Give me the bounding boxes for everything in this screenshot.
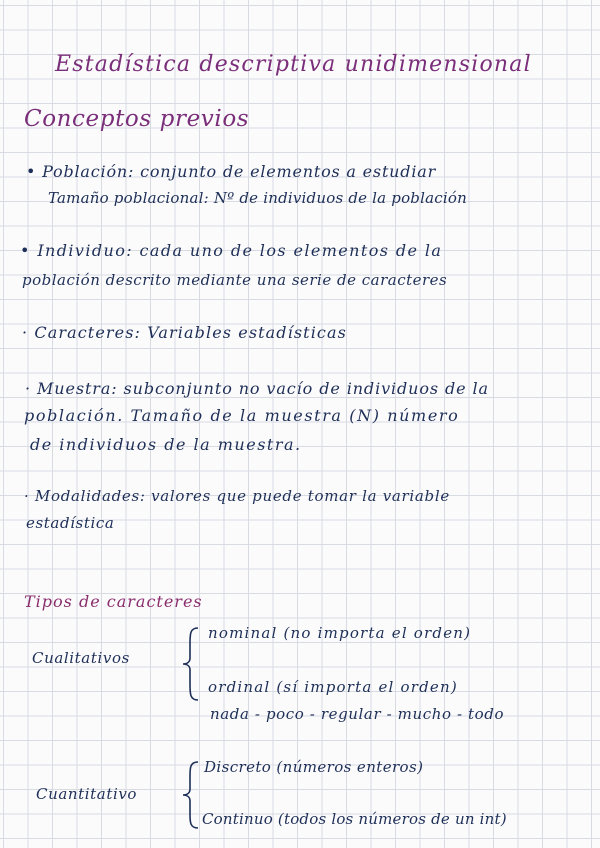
bullet-muestra-line2: población. Tamaño de la muestra (N) número: [24, 406, 460, 425]
tipos-heading: Tipos de caracteres: [24, 592, 203, 611]
cuantitativo-brace: [180, 758, 204, 832]
section-heading-conceptos: Conceptos previos: [24, 106, 250, 132]
page-title: Estadística descriptiva unidimensional: [55, 52, 532, 77]
bullet-modalidades-line1: · Modalidades: valores que puede tomar la variable: [24, 487, 450, 505]
cuantitativo-label: Cuantitativo: [36, 785, 138, 803]
nominal-text: nominal (no importa el orden): [208, 624, 472, 642]
bullet-caracteres-line1: · Caracteres: Variables estadísticas: [22, 323, 347, 342]
cualitativos-label: Cualitativos: [32, 649, 130, 667]
cualitativos-brace: [180, 624, 204, 704]
bullet-individuo-line1: • Individuo: cada uno de los elementos de la: [20, 241, 443, 260]
ordinal-ejemplo: nada - poco - regular - mucho - todo: [210, 705, 505, 723]
bullet-modalidades-line2: estadística: [26, 514, 115, 532]
bullet-poblacion-line1: • Población: conjunto de elementos a estudiar: [26, 162, 437, 181]
bullet-muestra-line3: de individuos de la muestra.: [30, 435, 302, 454]
discreto-text: Discreto (números enteros): [204, 758, 424, 776]
ordinal-text: ordinal (sí importa el orden): [208, 678, 458, 696]
bullet-muestra-line1: · Muestra: subconjunto no vacío de individuos de la: [25, 379, 489, 398]
bullet-poblacion-line2: Tamaño poblacional: Nº de individuos de la población: [48, 189, 467, 207]
bullet-individuo-line2: población descrito mediante una serie de caracteres: [22, 271, 448, 289]
continuo-text: Continuo (todos los números de un int): [202, 810, 507, 828]
